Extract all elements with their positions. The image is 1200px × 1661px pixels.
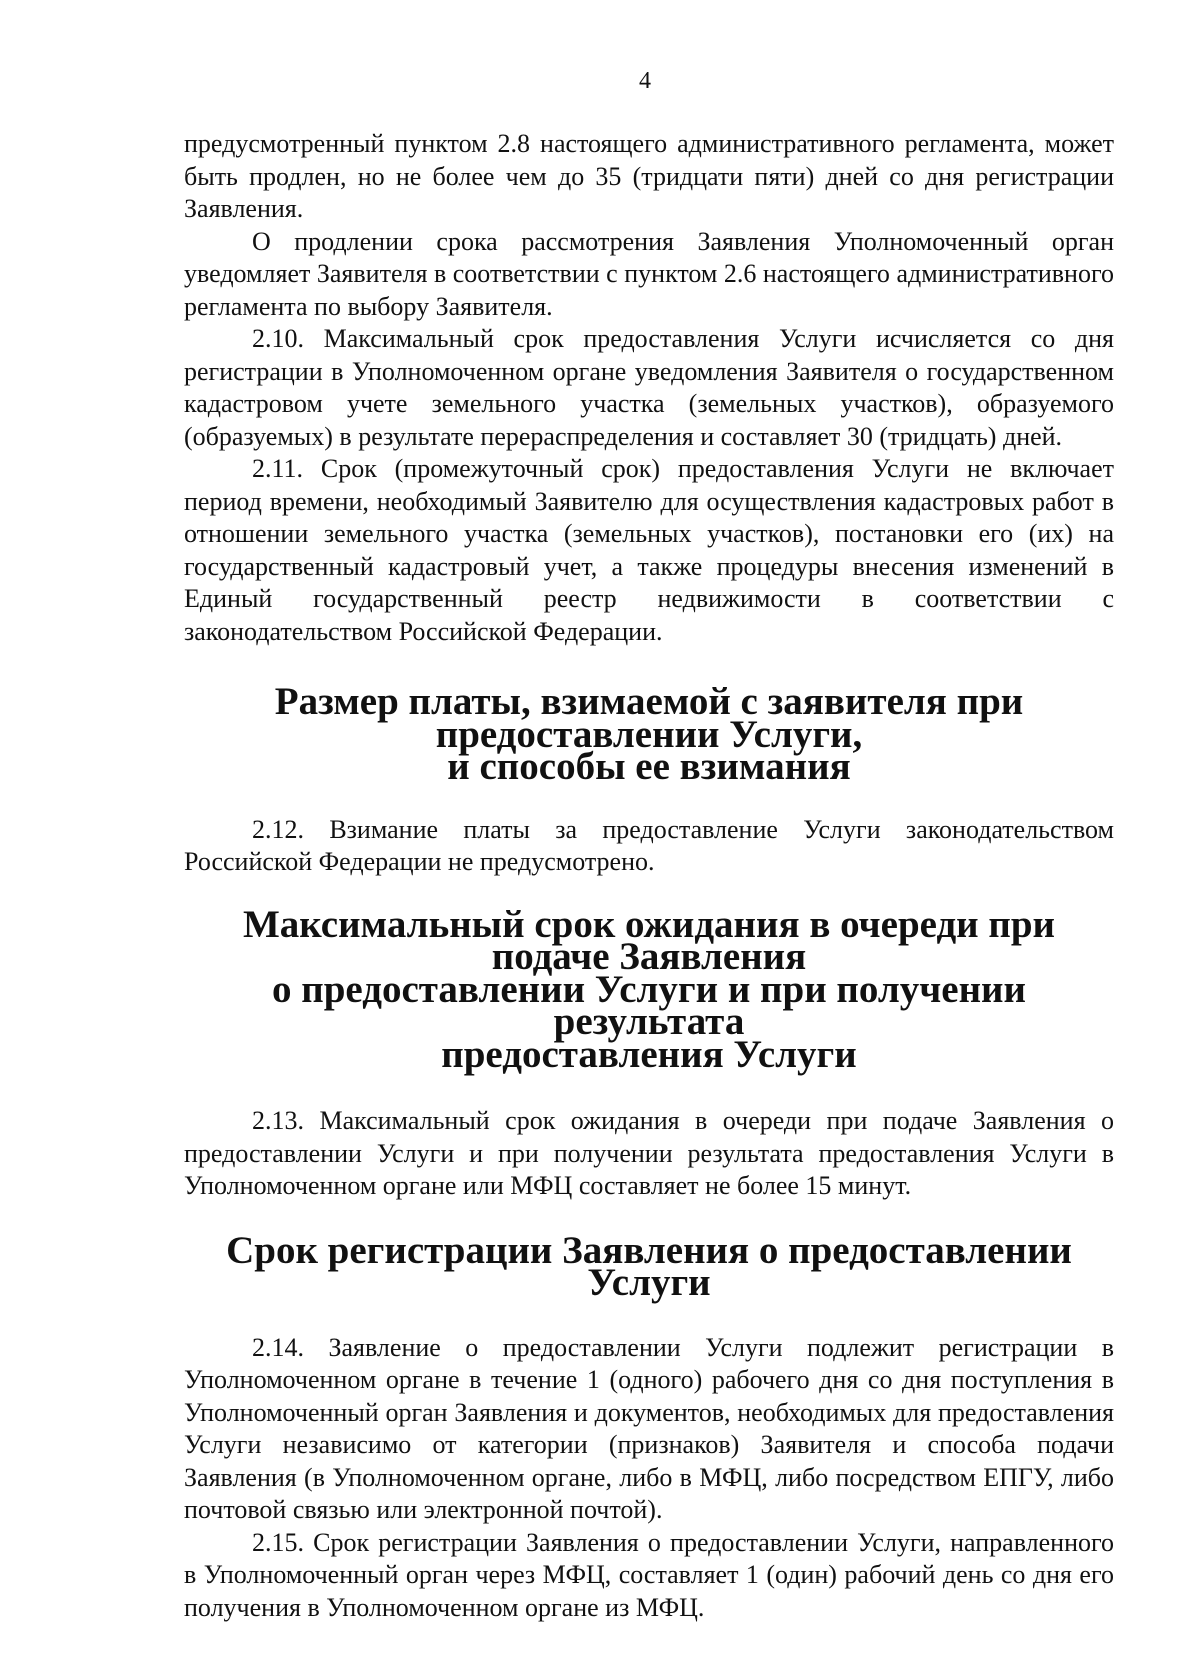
page-number: 4 (639, 68, 651, 94)
paragraph-2-12: 2.12. Взимание платы за предоставление Услуги законодательством Российской Федерации не предусмотрено. (184, 814, 1114, 876)
paragraph-2-11: 2.11. Срок (промежуточный срок) предоставления Услуги не включает период времени, необходимый Заявителю для осуществления кадастровых работ в отношении земельного участка (земельных участков), постановки его (их) на государственный кадастровый учет, а также процедуры внесения изменений в Единый государственный реестр недвижимости в соответствии с законодательством Российской Федерации. (184, 454, 1114, 646)
paragraph-continuation: предусмотренный пунктом 2.8 настоящего административного регламента, может быть продлен, но не более чем до 35 (тридцати пяти) дней со дня регистрации Заявления. (184, 129, 1114, 223)
document-body (184, 128, 1114, 1624)
section-heading-fee (184, 680, 1114, 788)
heading-line: предоставления Услуги (441, 1032, 857, 1076)
section-heading-registration (184, 1228, 1114, 1304)
heading-line: о предоставлении Услуги и при получении результата (272, 967, 1026, 1043)
section-heading-queue (184, 902, 1114, 1076)
paragraph-2-15: 2.15. Срок регистрации Заявления о предоставлении Услуги, направленного в Уполномоченный орган через МФЦ, составляет 1 (один) рабочий день со дня его получения в Уполномоченном органе из МФЦ. (184, 1527, 1114, 1622)
paragraph-2-10: 2.10. Максимальный срок предоставления Услуги исчисляется со дня регистрации в Уполномоченном органе уведомления Заявителя о государственном кадастровом учете земельного участка (земельных участков), образуемого (образуемых) в результате перераспределения и составляет 30 (тридцать) дней. (184, 324, 1114, 451)
paragraph-2-14: 2.14. Заявление о предоставлении Услуги подлежит регистрации в Уполномоченном органе в течение 1 (одного) рабочего дня со дня поступления в Уполномоченный орган Заявления и документов, необходимых для предоставления Услуги независимо от категории (признаков) Заявителя и способа подачи Заявления (в Уполномоченном органе, либо в МФЦ, либо посредством ЕПГУ, либо почтовой связью или электронной почтой). (184, 1332, 1114, 1524)
heading-line: и способы ее взимания (447, 745, 851, 788)
heading-line: Максимальный срок ожидания в очереди при подаче Заявления (242, 902, 1056, 978)
paragraph-extension-notice: О продлении срока рассмотрения Заявления Уполномоченный орган уведомляет Заявителя в соответствии с пунктом 2.6 настоящего административного регламента по выбору Заявителя. (184, 226, 1114, 321)
paragraph-2-13: 2.13. Максимальный срок ожидания в очереди при подаче Заявления о предоставлении Услуги и при получении результата предоставления Услуги в Уполномоченном органе или МФЦ составляет не более 15 минут. (184, 1106, 1114, 1200)
heading-line: Размер платы, взимаемой с заявителя при предоставлении Услуги, (274, 680, 1024, 756)
heading-line: Срок регистрации Заявления о предоставлении Услуги (226, 1228, 1072, 1304)
